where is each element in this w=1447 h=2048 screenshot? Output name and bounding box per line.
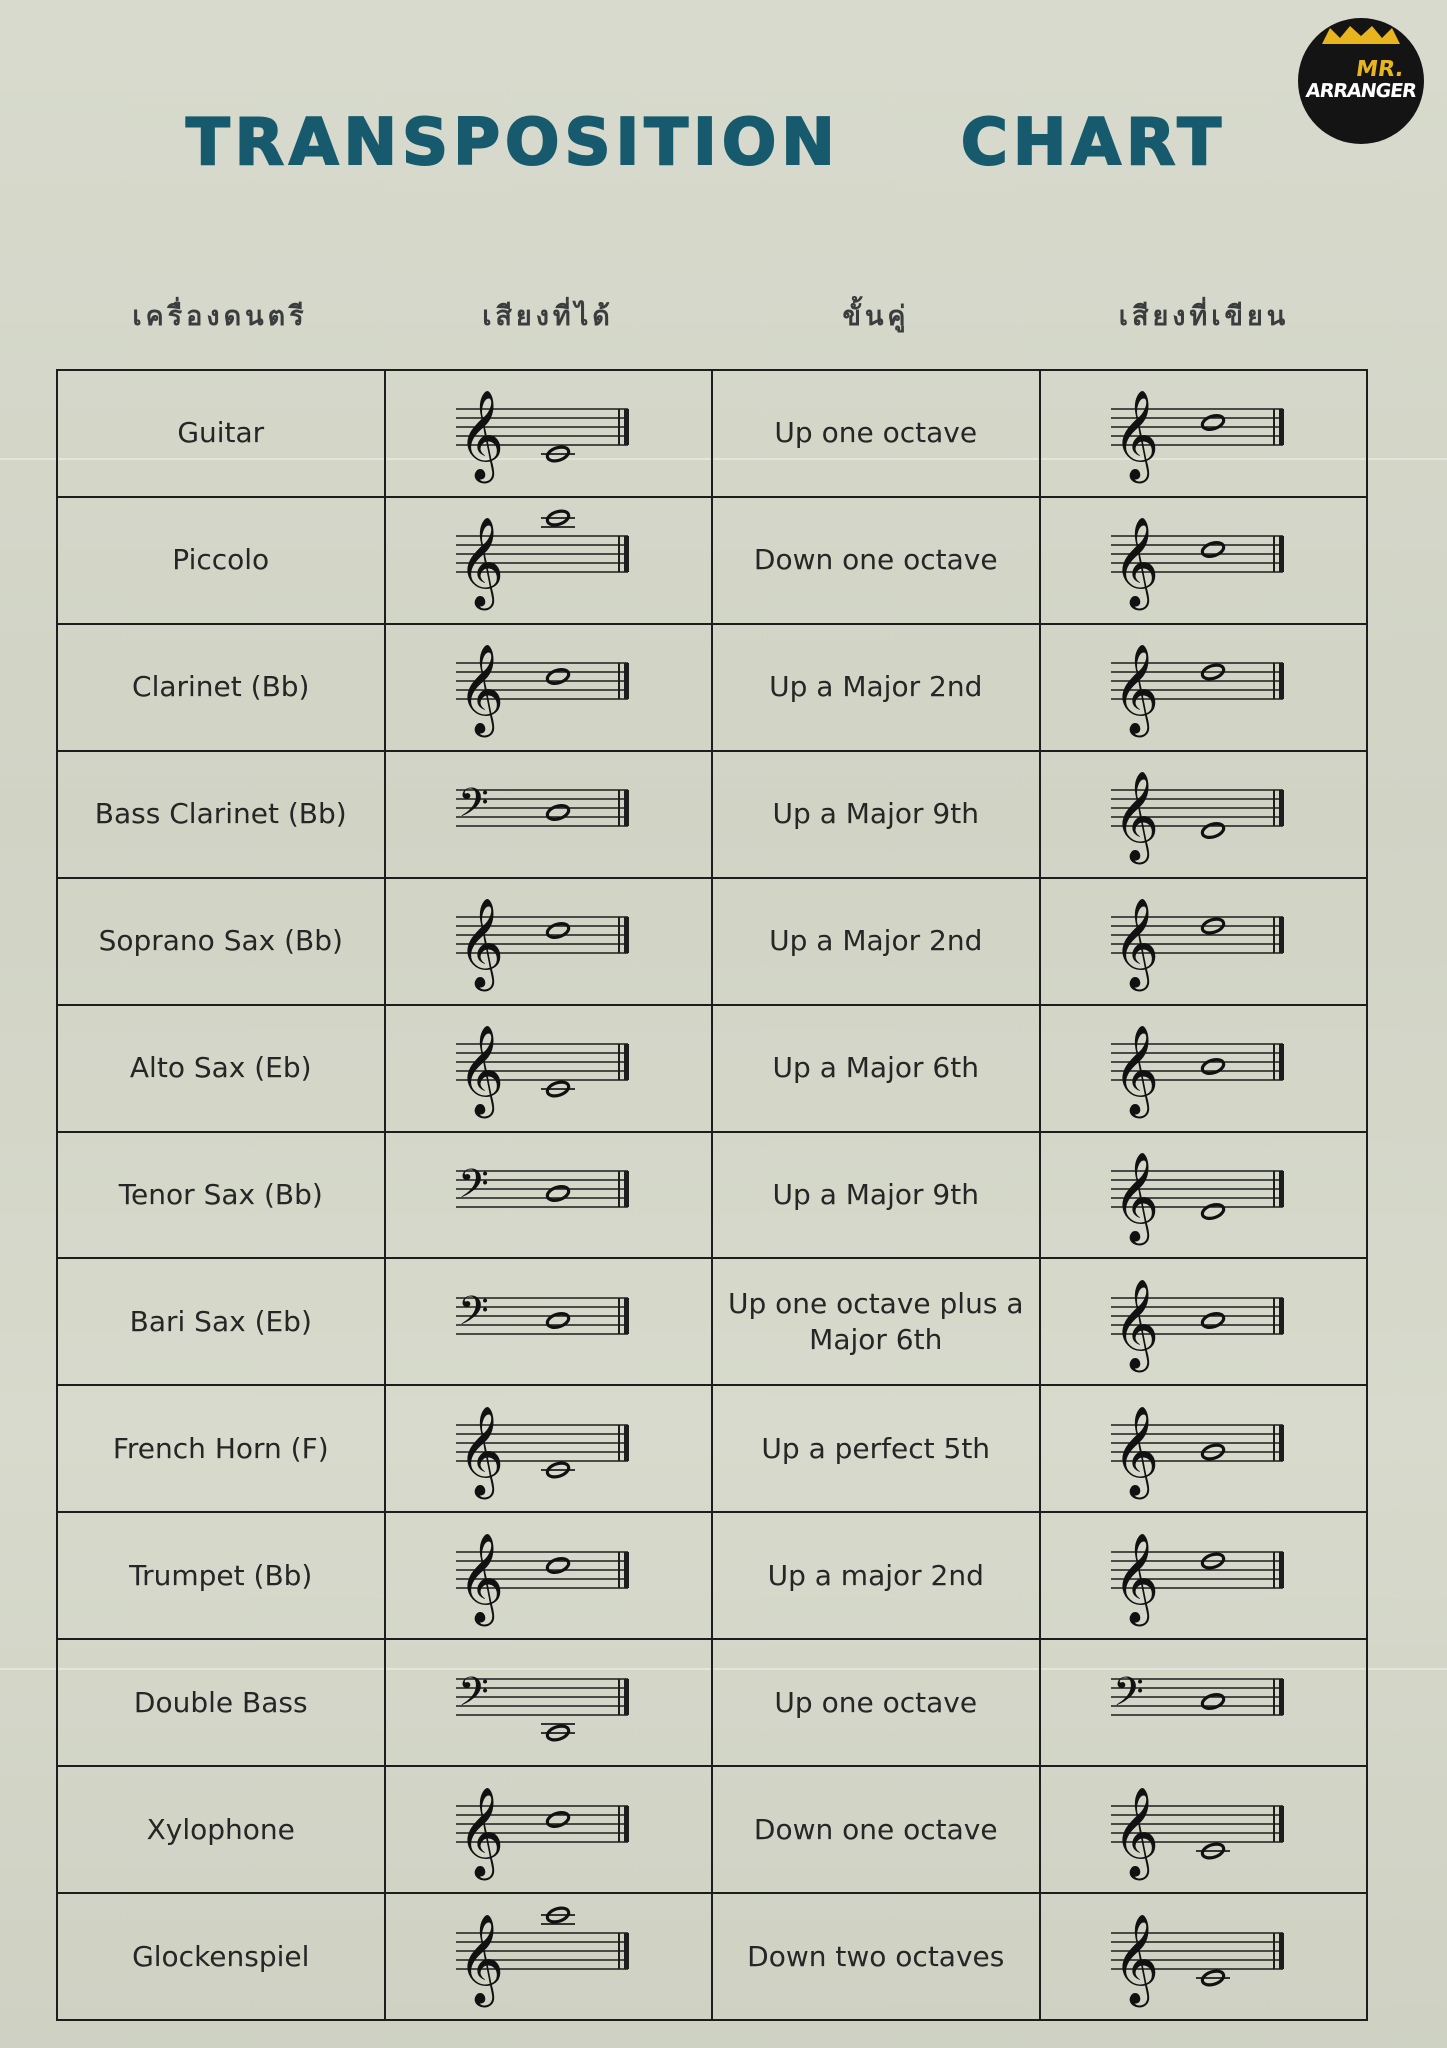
table-row [57,624,1367,751]
written-staff [1103,1768,1303,1892]
table-row [57,370,1367,497]
sounding-staff [448,1641,648,1765]
written-notation-cell [1040,1766,1368,1893]
written-notation-cell [1040,1893,1368,2020]
table-row [57,1512,1367,1639]
written-notation-cell [1040,370,1368,497]
treble-clef-icon: 𝄞 [1113,771,1160,862]
sounding-staff [448,752,648,876]
sounding-staff [448,1387,648,1511]
treble-clef-icon: 𝄞 [458,1025,505,1116]
written-staff [1103,1641,1303,1765]
header-sounding: เสียงที่ได้ [482,301,614,332]
sounding-staff [448,1768,648,1892]
written-staff [1103,1514,1303,1638]
interval-cell: Up a Major 9th [712,1132,1040,1259]
sounding-notation-cell [385,1258,713,1385]
whole-note [541,1905,575,1924]
header-instrument: เครื่องดนตรี [132,301,308,332]
sounding-notation-cell [385,1132,713,1259]
page-title [186,105,1226,181]
sounding-staff [448,625,648,749]
treble-clef-icon: 𝄞 [1113,644,1160,735]
written-notation-cell [1040,1258,1368,1385]
whole-note [1201,1311,1226,1330]
treble-clef-icon: 𝄞 [1113,1786,1160,1877]
transposition-table [56,369,1368,2021]
whole-note [1201,1057,1226,1076]
instrument-cell: Tenor Sax (Bb) [57,1132,385,1259]
sounding-notation-cell [385,1512,713,1639]
sounding-staff [448,1895,648,2019]
interval-cell: Up a major 2nd [712,1512,1040,1639]
table-row [57,1005,1367,1132]
whole-note [546,1311,571,1330]
whole-note [1201,1692,1226,1711]
instrument-cell: Guitar [57,370,385,497]
table-row [57,1385,1367,1512]
sounding-notation-cell [385,1005,713,1132]
sounding-staff [448,498,648,622]
table-row [57,1639,1367,1766]
table-row [57,1766,1367,1893]
treble-clef-icon: 𝄞 [458,517,505,608]
sounding-staff [448,879,648,1003]
treble-clef-icon: 𝄞 [1113,1913,1160,2004]
sounding-staff [448,371,648,495]
written-notation-cell [1040,878,1368,1005]
interval-cell: Up one octave [712,370,1040,497]
treble-clef-icon: 𝄞 [1113,1278,1160,1369]
treble-clef-icon: 𝄞 [1113,1405,1160,1496]
treble-clef-icon: 𝄞 [1113,390,1160,481]
interval-cell: Down one octave [712,497,1040,624]
table-row [57,497,1367,624]
written-notation-cell [1040,497,1368,624]
whole-note [541,1723,575,1742]
sounding-notation-cell [385,624,713,751]
logo-arranger: ARRANGER [1304,80,1418,102]
interval-cell: Up a Major 6th [712,1005,1040,1132]
instrument-cell: Xylophone [57,1766,385,1893]
treble-clef-icon: 𝄞 [1113,1151,1160,1242]
whole-note [1201,540,1226,559]
sounding-staff [448,1514,648,1638]
written-staff [1103,371,1303,495]
written-staff [1103,879,1303,1003]
whole-note [1196,1841,1230,1860]
whole-note [541,509,575,528]
whole-note [541,445,575,464]
sounding-notation-cell [385,1893,713,2020]
treble-clef-icon: 𝄞 [1113,1532,1160,1623]
sounding-staff [448,1133,648,1257]
interval-cell: Up a Major 9th [712,751,1040,878]
instrument-cell: Clarinet (Bb) [57,624,385,751]
interval-cell: Down two octaves [712,1893,1040,2020]
table-row [57,1893,1367,2020]
bass-clef-icon: 𝄢 [458,1160,490,1217]
whole-note [1201,414,1226,433]
instrument-cell: Trumpet (Bb) [57,1512,385,1639]
sounding-notation-cell [385,878,713,1005]
written-notation-cell [1040,1005,1368,1132]
written-notation-cell [1040,1385,1368,1512]
whole-note [546,1810,571,1829]
whole-note [546,1184,571,1203]
sounding-notation-cell [385,751,713,878]
table-row [57,1132,1367,1259]
treble-clef-icon: 𝄞 [458,390,505,481]
treble-clef-icon: 𝄞 [1113,1025,1160,1116]
whole-note [546,1556,571,1575]
written-staff [1103,625,1303,749]
treble-clef-icon: 𝄞 [458,644,505,735]
instrument-cell: Bari Sax (Eb) [57,1258,385,1385]
whole-note [541,1460,575,1479]
whole-note [541,1080,575,1099]
written-notation-cell [1040,624,1368,751]
interval-cell: Up a perfect 5th [712,1385,1040,1512]
treble-clef-icon: 𝄞 [458,1786,505,1877]
interval-cell: Up one octave plus a Major 6th [712,1258,1040,1385]
treble-clef-icon: 𝄞 [458,1913,505,2004]
written-staff [1103,1006,1303,1130]
brand-logo [1298,18,1424,144]
column-headers [56,294,1368,350]
title-right: CHART [960,106,1226,180]
logo-mr: MR. [1354,57,1406,82]
whole-note [1201,821,1226,840]
header-interval: ขั้นคู่ [842,301,910,332]
crown-icon [1318,24,1404,46]
whole-note [1201,1202,1226,1221]
written-notation-cell [1040,1512,1368,1639]
whole-note [546,667,571,686]
sounding-notation-cell [385,1766,713,1893]
interval-cell: Up a Major 2nd [712,624,1040,751]
written-staff [1103,498,1303,622]
sounding-staff [448,1006,648,1130]
treble-clef-icon: 𝄞 [1113,898,1160,989]
instrument-cell: French Horn (F) [57,1385,385,1512]
whole-note [546,921,571,940]
title-left: TRANSPOSITION [186,106,840,180]
bass-clef-icon: 𝄢 [458,1668,490,1725]
instrument-cell: Double Bass [57,1639,385,1766]
treble-clef-icon: 𝄞 [458,898,505,989]
table-row [57,878,1367,1005]
written-notation-cell [1040,1132,1368,1259]
table-row [57,751,1367,878]
sounding-notation-cell [385,497,713,624]
written-notation-cell [1040,1639,1368,1766]
instrument-cell: Alto Sax (Eb) [57,1005,385,1132]
written-staff [1103,1387,1303,1511]
written-staff [1103,1260,1303,1384]
header-written: เสียงที่เขียน [1118,301,1290,332]
treble-clef-icon: 𝄞 [458,1532,505,1623]
sounding-staff [448,1260,648,1384]
written-staff [1103,1133,1303,1257]
written-staff [1103,752,1303,876]
sounding-notation-cell [385,1639,713,1766]
written-staff [1103,1895,1303,2019]
written-notation-cell [1040,751,1368,878]
instrument-cell: Soprano Sax (Bb) [57,878,385,1005]
whole-note [546,803,571,822]
treble-clef-icon: 𝄞 [458,1405,505,1496]
interval-cell: Down one octave [712,1766,1040,1893]
sounding-notation-cell [385,1385,713,1512]
whole-note [1196,1968,1230,1987]
instrument-cell: Piccolo [57,497,385,624]
sounding-notation-cell [385,370,713,497]
interval-cell: Up one octave [712,1639,1040,1766]
bass-clef-icon: 𝄢 [1113,1668,1145,1725]
bass-clef-icon: 𝄢 [458,1287,490,1344]
bass-clef-icon: 𝄢 [458,780,490,837]
instrument-cell: Bass Clarinet (Bb) [57,751,385,878]
interval-cell: Up a Major 2nd [712,878,1040,1005]
instrument-cell: Glockenspiel [57,1893,385,2020]
table-row [57,1258,1367,1385]
treble-clef-icon: 𝄞 [1113,517,1160,608]
